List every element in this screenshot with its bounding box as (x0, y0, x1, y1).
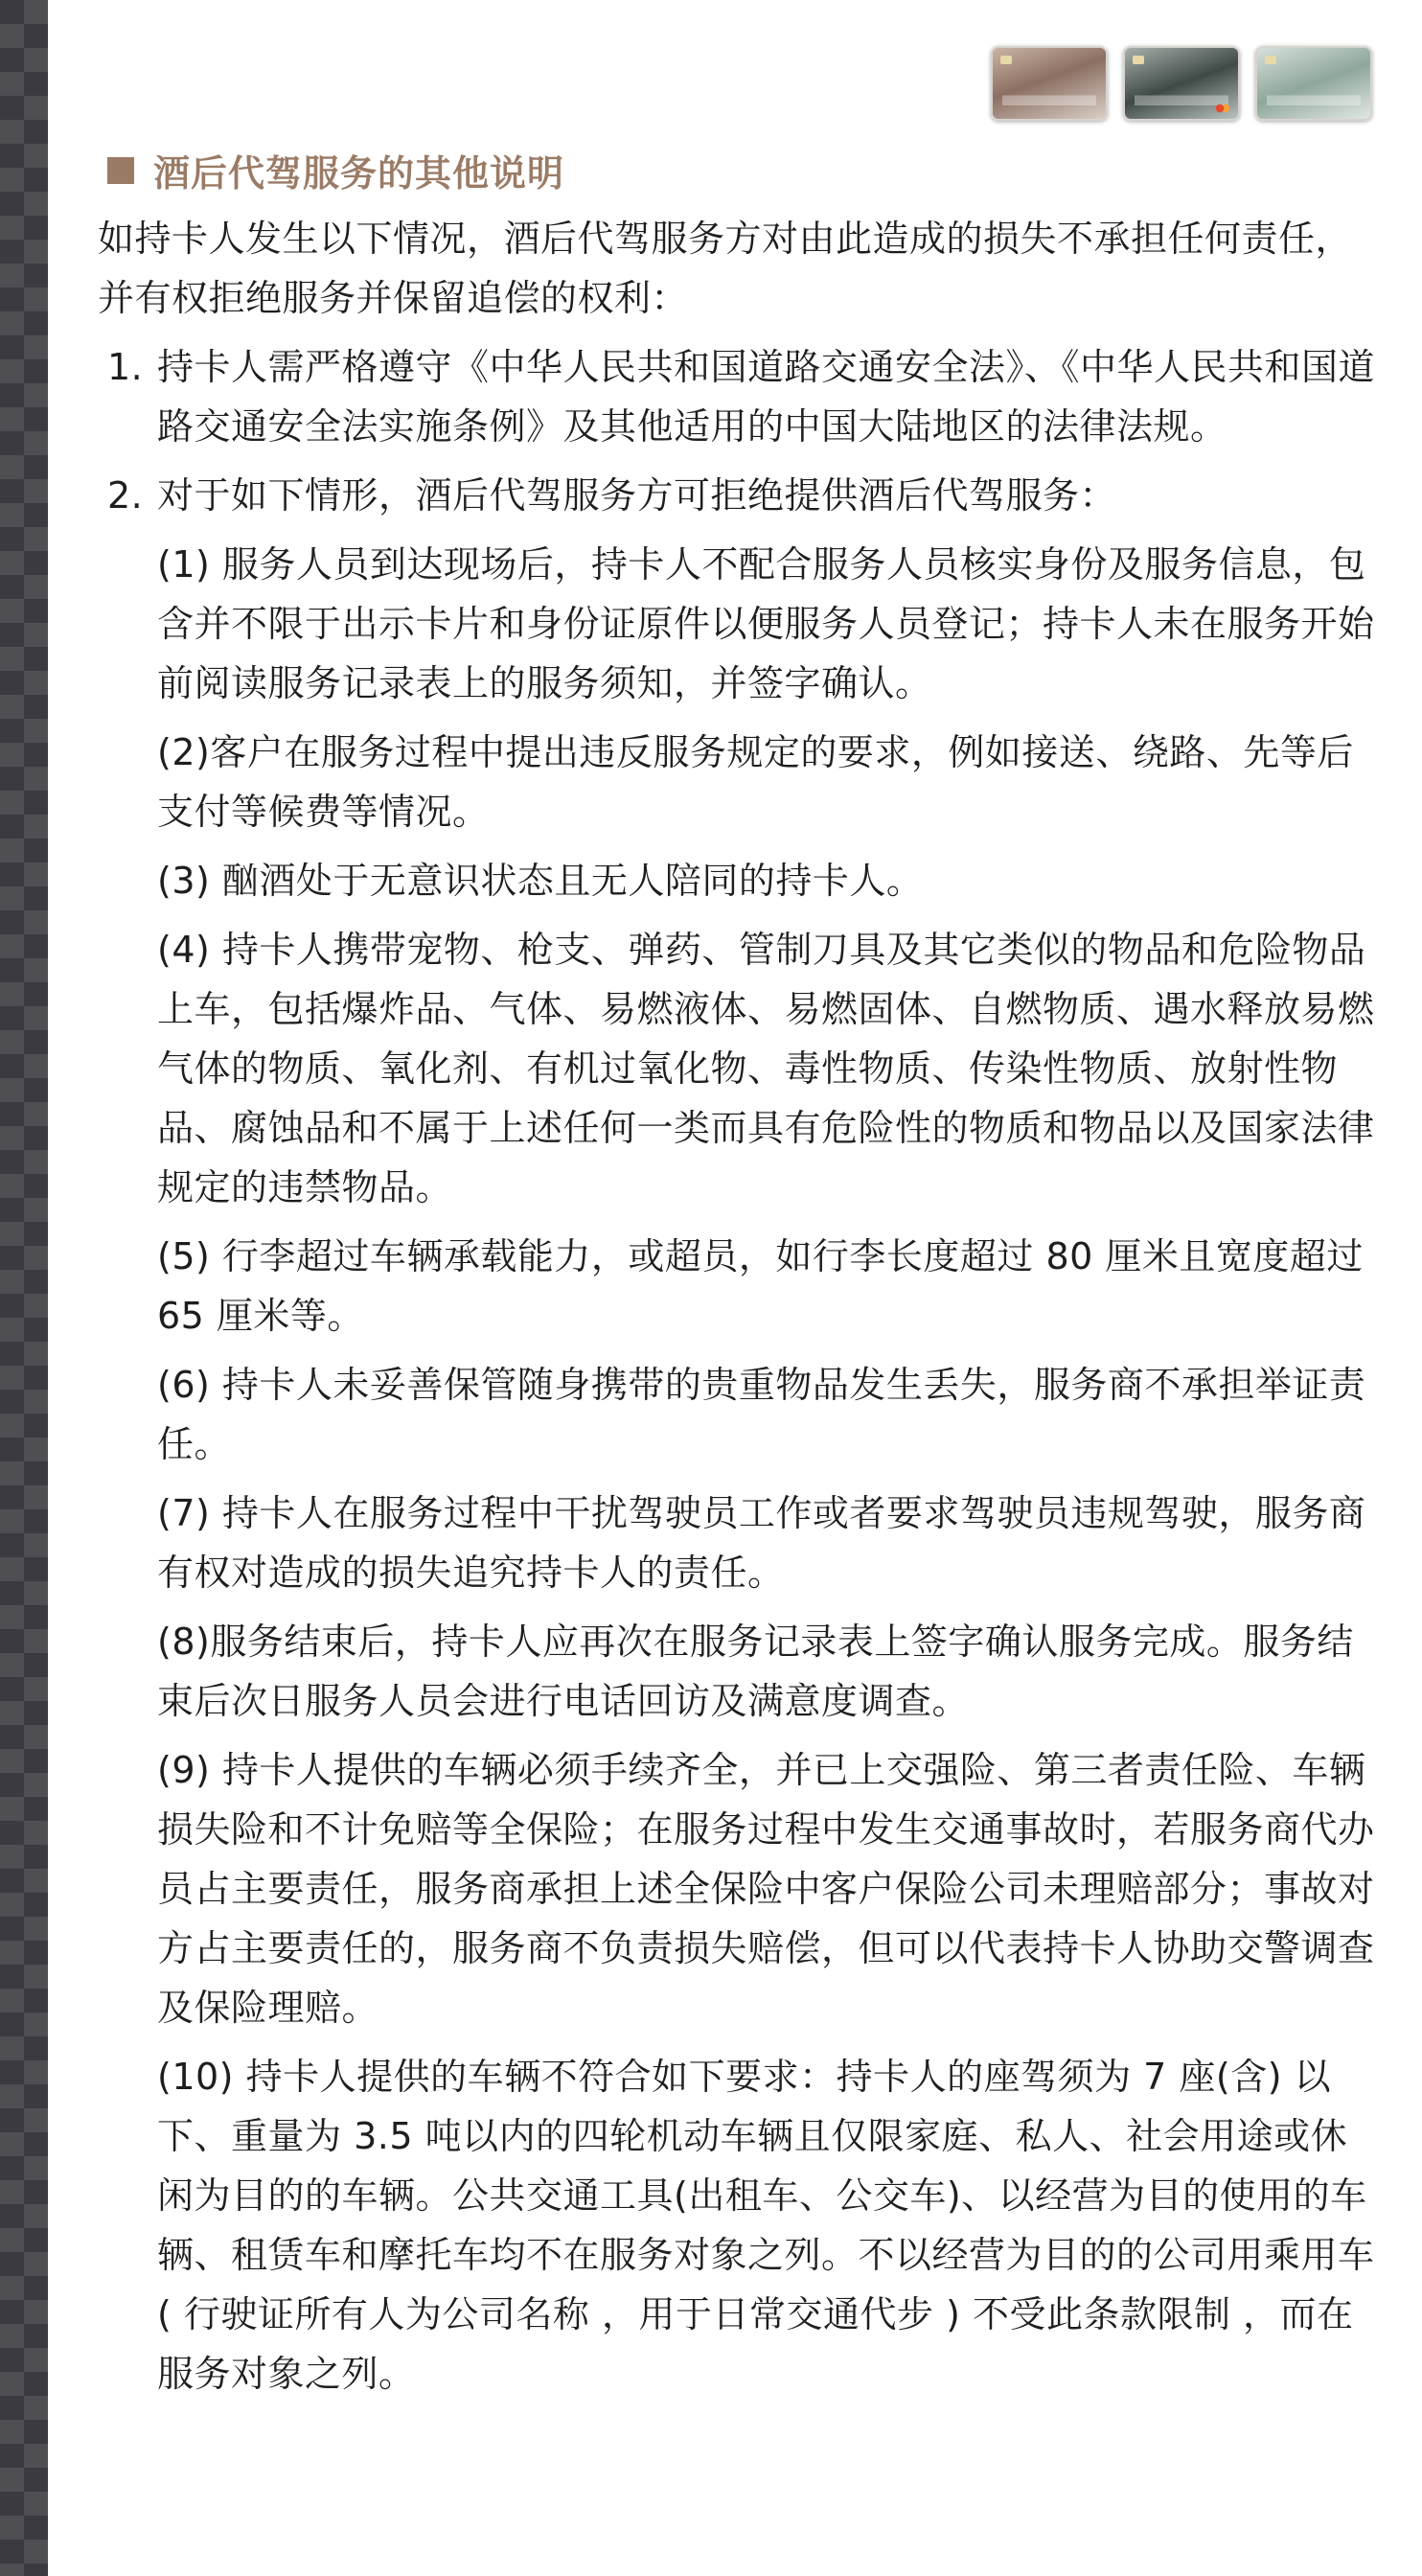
section-heading (107, 144, 564, 196)
card-2-icon (1123, 46, 1240, 121)
sub-item-7: (7) 持卡人在服务过程中干扰驾驶员工作或者要求驾驶员违规驾驶，服务商有权对造成的损失追究持卡人的责任。 (157, 1492, 1366, 1594)
sub-item-1: (1) 服务人员到达现场后，持卡人不配合服务人员核实身份及服务信息，包含并不限于出示卡片和身份证原件以便服务人员登记；持卡人未在服务开始前阅读服务记录表上的服务须知，并签字确认。 (157, 543, 1375, 704)
square-bullet-icon (107, 157, 134, 184)
item-text: 对于如下情形，酒后代驾服务方可拒绝提供酒后代驾服务： (157, 474, 1117, 517)
item-number: 2. (107, 474, 144, 517)
skyline-icon (1002, 80, 1096, 105)
sub-item-list (157, 535, 1382, 2404)
sub-item-8: (8)服务结束后，持卡人应再次在服务记录表上签字确认服务完成。服务结束后次日服务人员会进行电话回访及满意度调查。 (157, 1621, 1354, 1722)
sub-item-4: (4) 持卡人携带宠物、枪支、弹药、管制刀具及其它类似的物品和危险物品上车，包括爆炸品、气体、易燃液体、易燃固体、自燃物质、遇水释放易燃气体的物质、氧化剂、有机过氧化物、毒性物质、传染性物质、放射性物品、腐蚀品和不属于上述任何一类而具有危险性的物质和物品以及国家法律规定的违禁物品。 (157, 929, 1375, 1208)
item-number: 1. (107, 346, 144, 388)
chip-icon (1265, 56, 1276, 64)
item-text: 持卡人需严格遵守《中华人民共和国道路交通安全法》、《中华人民共和国道路交通安全法实施条例》及其他适用的中国大陆地区的法律法规。 (157, 346, 1376, 448)
intro-paragraph: 如持卡人发生以下情况，酒后代驾服务方对由此造成的损失不承担任何责任，并有权拒绝服务并保留追偿的权利： (98, 218, 1353, 319)
skyline-icon (1267, 80, 1361, 105)
chip-icon (1000, 56, 1012, 64)
sub-item-9: (9) 持卡人提供的车辆必须手续齐全，并已上交强险、第三者责任险、车辆损失险和不计免赔等全保险；在服务过程中发生交通事故时，若服务商代办员占主要责任，服务商承担上述全保险中客户保险公司未理赔部分；事故对方占主要责任的，服务商不负责损失赔偿，但可以代表持卡人协助交警调查及保险理赔。 (157, 1749, 1375, 2029)
sub-item-10: (10) 持卡人提供的车辆不符合如下要求：持卡人的座驾须为 7 座(含) 以下、重量为 3.5 吨以内的四轮机动车辆且仅限家庭、私人、社会用途或休闲为目的的车辆。公共交通工具(出租车、公交车)、以经营为目的使用的车辆、租赁车和摩托车均不在服务对象之列。不以经营为目的的公司用乘用车 ( 行驶证所有人为公司名称 ，用于日常交通代步 ) 不受此条款限制 ，而在服务对象之列。 (157, 2056, 1375, 2395)
chip-icon (1133, 56, 1144, 64)
numbered-item-2 (98, 466, 1382, 525)
sub-item-5: (5) 行李超过车辆承载能力，或超员，如行李长度超过 80 厘米且宽度超过 65 厘米等。 (157, 1235, 1364, 1337)
skyline-icon (1135, 80, 1228, 105)
sub-item-3: (3) 酗酒处于无意识状态且无人陪同的持卡人。 (157, 860, 924, 902)
sub-item-2: (2)客户在服务过程中提出违反服务规定的要求，例如接送、绕路、先等后支付等候费等情况。 (157, 731, 1354, 833)
card-3-icon (1255, 46, 1372, 121)
decorative-side-strip (0, 0, 48, 2576)
card-1-icon (991, 46, 1108, 121)
mastercard-icon (1215, 104, 1230, 113)
sub-item-6: (6) 持卡人未妥善保管随身携带的贵重物品发生丢失，服务商不承担举证责任。 (157, 1364, 1366, 1465)
card-thumbnails (991, 46, 1372, 121)
section-heading-text: 酒后代驾服务的其他说明 (153, 152, 565, 195)
content-body (98, 209, 1382, 2413)
numbered-item-1 (98, 337, 1382, 456)
